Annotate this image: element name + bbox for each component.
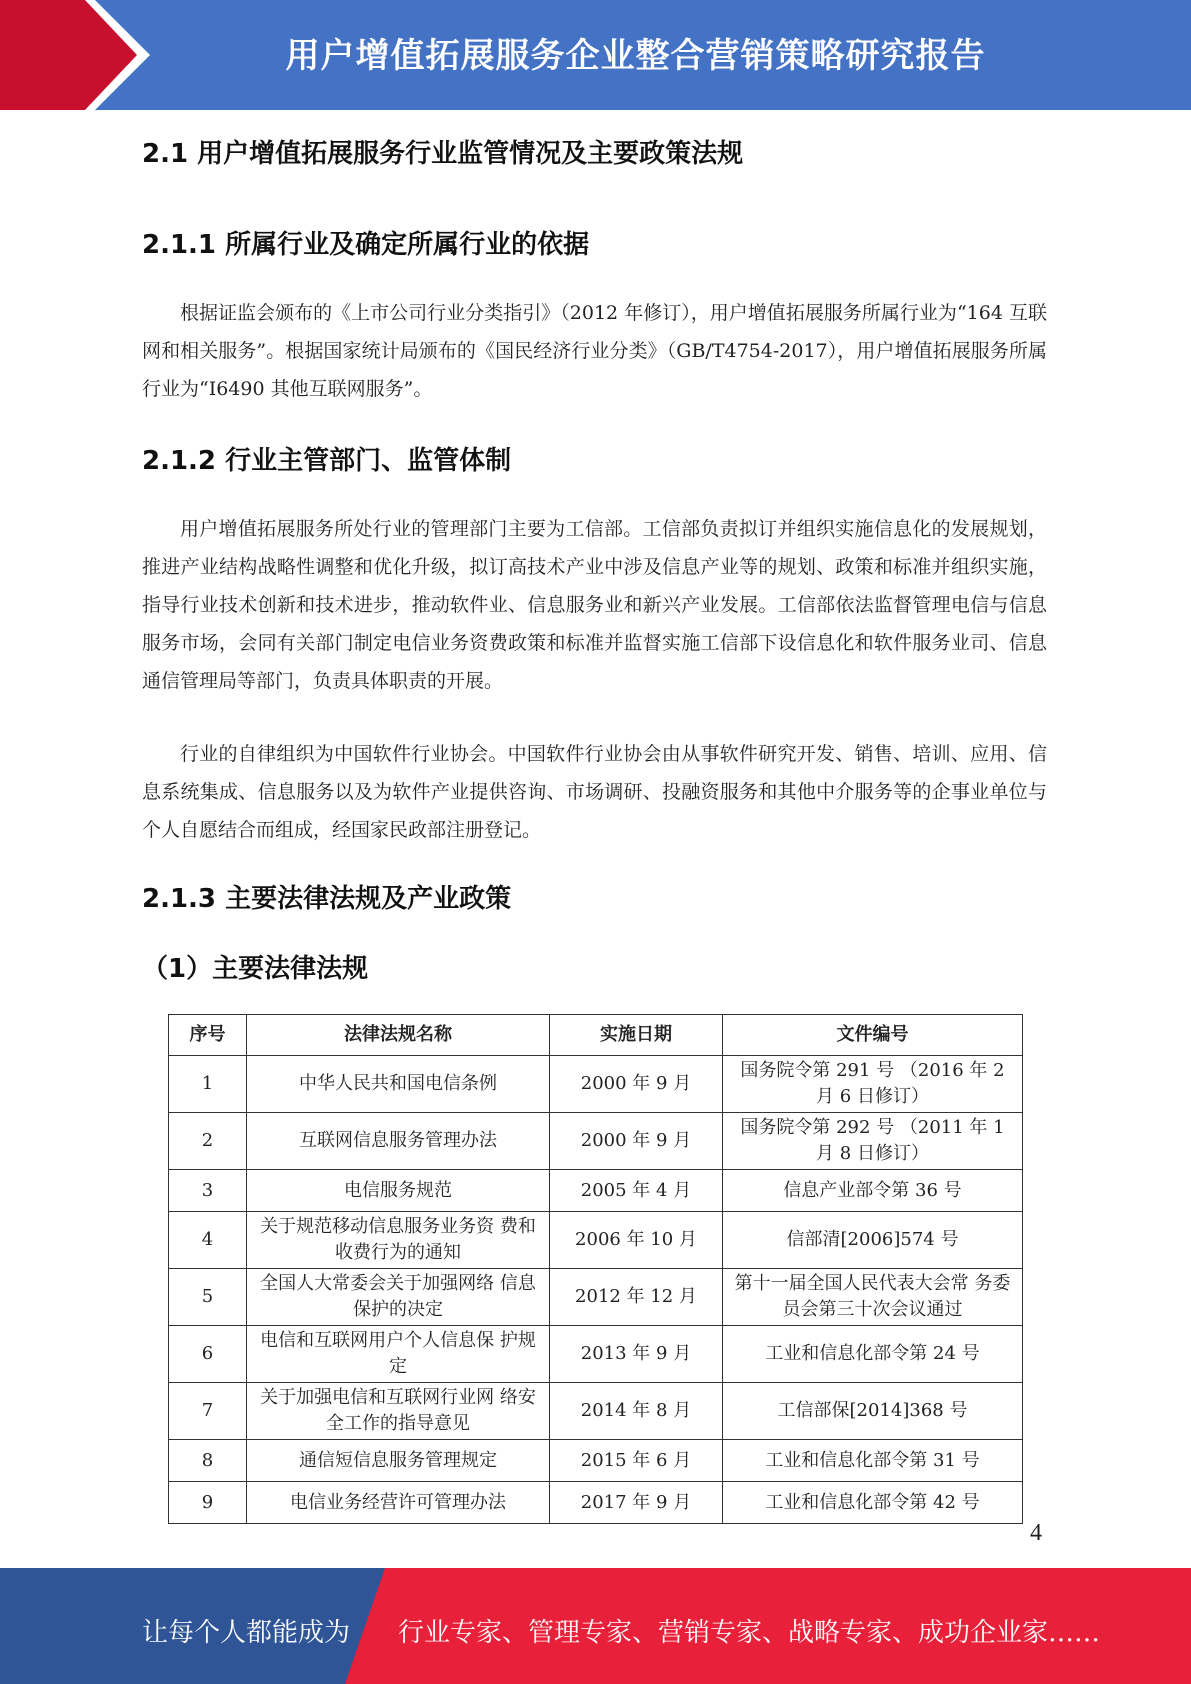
cell-date: 2012 年 12 月 xyxy=(550,1269,723,1326)
table-row xyxy=(169,1326,1023,1383)
footer-slogan-right: 行业专家、管理专家、营销专家、战略专家、成功企业家…… xyxy=(398,1618,1101,1648)
cell-name: 关于加强电信和互联网行业网 络安全工作的指导意见 xyxy=(247,1383,550,1440)
table-row xyxy=(169,1056,1023,1113)
table-row xyxy=(169,1383,1023,1440)
report-title: 用户增值拓展服务企业整合营销策略研究报告 xyxy=(285,36,986,76)
section-heading-2-1-1: 2.1.1 所属行业及确定所属行业的依据 xyxy=(142,230,590,260)
cell-doc-no: 国务院令第 292 号 （2011 年 1 月 8 日修订） xyxy=(723,1113,1023,1170)
cell-doc-no: 工业和信息化部令第 24 号 xyxy=(723,1326,1023,1383)
cell-no: 3 xyxy=(169,1170,247,1212)
cell-no: 9 xyxy=(169,1482,247,1524)
table-row xyxy=(169,1212,1023,1269)
subheading-main-laws: （1）主要法律法规 xyxy=(142,954,369,984)
cell-doc-no: 工业和信息化部令第 42 号 xyxy=(723,1482,1023,1524)
header-cell-date: 实施日期 xyxy=(550,1015,723,1056)
cell-name: 全国人大常委会关于加强网络 信息保护的决定 xyxy=(247,1269,550,1326)
cell-no: 1 xyxy=(169,1056,247,1113)
cell-date: 2017 年 9 月 xyxy=(550,1482,723,1524)
cell-doc-no: 工业和信息化部令第 31 号 xyxy=(723,1440,1023,1482)
header-cell-no: 序号 xyxy=(169,1015,247,1056)
laws-table xyxy=(168,1014,1023,1524)
footer-slogan-left: 让每个人都能成为 xyxy=(142,1618,351,1648)
cell-no: 2 xyxy=(169,1113,247,1170)
cell-date: 2000 年 9 月 xyxy=(550,1113,723,1170)
cell-doc-no: 第十一届全国人民代表大会常 务委员会第三十次会议通过 xyxy=(723,1269,1023,1326)
cell-date: 2000 年 9 月 xyxy=(550,1056,723,1113)
cell-no: 7 xyxy=(169,1383,247,1440)
cell-name: 电信业务经营许可管理办法 xyxy=(247,1482,550,1524)
cell-no: 4 xyxy=(169,1212,247,1269)
table-row xyxy=(169,1113,1023,1170)
cell-no: 5 xyxy=(169,1269,247,1326)
cell-doc-no: 国务院令第 291 号 （2016 年 2 月 6 日修订） xyxy=(723,1056,1023,1113)
header-cell-doc-no: 文件编号 xyxy=(723,1015,1023,1056)
section-heading-2-1: 2.1 用户增值拓展服务行业监管情况及主要政策法规 xyxy=(142,139,744,169)
cell-date: 2005 年 4 月 xyxy=(550,1170,723,1212)
table-row xyxy=(169,1269,1023,1326)
cell-doc-no: 工信部保[2014]368 号 xyxy=(723,1383,1023,1440)
cell-no: 6 xyxy=(169,1326,247,1383)
cell-name: 电信服务规范 xyxy=(247,1170,550,1212)
header-cell-name: 法律法规名称 xyxy=(247,1015,550,1056)
table-row xyxy=(169,1440,1023,1482)
cell-no: 8 xyxy=(169,1440,247,1482)
paragraph-industry-classification: 根据证监会颁布的《上市公司行业分类指引》（2012 年修订），用户增值拓展服务所属行业为“164 互联网和相关服务”。根据国家统计局颁布的《国民经济行业分类》（GB/T4754-2017），用户增值拓展服务所属行业为“I6490 其他互联网服务”。 xyxy=(142,302,1047,400)
cell-date: 2006 年 10 月 xyxy=(550,1212,723,1269)
cell-date: 2014 年 8 月 xyxy=(550,1383,723,1440)
table-row xyxy=(169,1170,1023,1212)
section-heading-2-1-3: 2.1.3 主要法律法规及产业政策 xyxy=(142,884,512,914)
cell-name: 互联网信息服务管理办法 xyxy=(247,1113,550,1170)
page-header xyxy=(0,0,1191,110)
cell-date: 2015 年 6 月 xyxy=(550,1440,723,1482)
paragraph-regulatory-department: 用户增值拓展服务所处行业的管理部门主要为工信部。工信部负责拟订并组织实施信息化的发展规划，推进产业结构战略性调整和优化升级，拟订高技术产业中涉及信息产业等的规划、政策和标准并组织实施，指导行业技术创新和技术进步，推动软件业、信息服务业和新兴产业发展。工信部依法监督管理电信与信息服务市场，会同有关部门制定电信业务资费政策和标准并监督实施工信部下设信息化和软件服务业司、信息通信管理局等部门，负责具体职责的开展。 xyxy=(142,518,1047,692)
cell-name: 电信和互联网用户个人信息保 护规定 xyxy=(247,1326,550,1383)
page-footer xyxy=(0,1568,1191,1684)
cell-name: 关于规范移动信息服务业务资 费和收费行为的通知 xyxy=(247,1212,550,1269)
cell-date: 2013 年 9 月 xyxy=(550,1326,723,1383)
cell-name: 通信短信息服务管理规定 xyxy=(247,1440,550,1482)
table-row xyxy=(169,1482,1023,1524)
paragraph-self-regulatory-org: 行业的自律组织为中国软件行业协会。中国软件行业协会由从事软件研究开发、销售、培训、应用、信息系统集成、信息服务以及为软件产业提供咨询、市场调研、投融资服务和其他中介服务等的企事业单位与个人自愿结合而组成，经国家民政部注册登记。 xyxy=(142,743,1047,841)
cell-doc-no: 信息产业部令第 36 号 xyxy=(723,1170,1023,1212)
page-number: 4 xyxy=(1030,1520,1042,1546)
cell-doc-no: 信部清[2006]574 号 xyxy=(723,1212,1023,1269)
table-header-row xyxy=(169,1015,1023,1056)
section-heading-2-1-2: 2.1.2 行业主管部门、监管体制 xyxy=(142,446,512,476)
cell-name: 中华人民共和国电信条例 xyxy=(247,1056,550,1113)
